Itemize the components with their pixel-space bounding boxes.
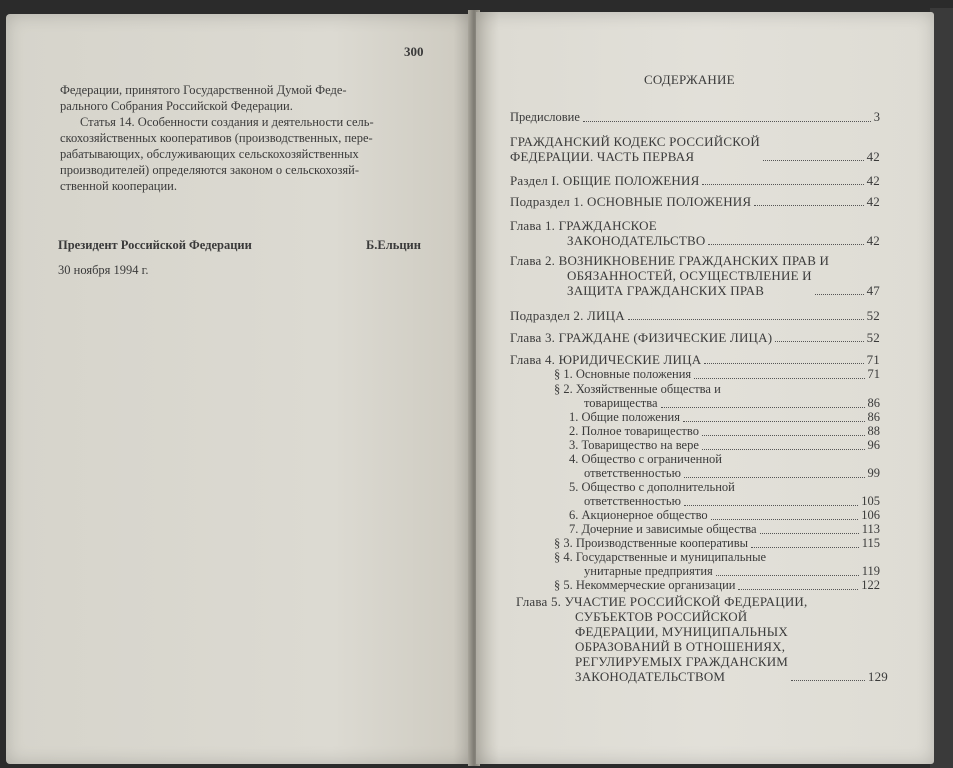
toc-entry: Подраздел 1. ОСНОВНЫЕ ПОЛОЖЕНИЯ 42	[510, 194, 880, 209]
toc-entry: 7. Дочерние и зависимые общества 113	[569, 522, 880, 536]
body-line: рабатывающих, обслуживающих сельскохозяйственных	[60, 147, 359, 161]
toc-entry: § 3. Производственные кооперативы 115	[554, 536, 880, 550]
toc-entry: § 1. Основные положения 71	[554, 367, 880, 381]
right-page	[476, 12, 934, 764]
toc-entry: ОБЯЗАННОСТЕЙ, ОСУЩЕСТВЛЕНИЕ И ЗАЩИТА ГРАЖДАНСКИХ ПРАВ 47	[567, 268, 880, 298]
body-line: ственной кооперации.	[60, 179, 177, 193]
contents-title: СОДЕРЖАНИЕ	[644, 72, 735, 87]
toc-entry: ГРАЖДАНСКИЙ КОДЕКС РОССИЙСКОЙ ФЕДЕРАЦИИ. ЧАСТЬ ПЕРВАЯ 42	[510, 134, 880, 164]
toc-entry: Раздел I. ОБЩИЕ ПОЛОЖЕНИЯ 42	[510, 173, 880, 188]
page-number: 300	[404, 44, 424, 59]
body-line: скохозяйственных кооперативов (производственных, пере-	[60, 131, 373, 145]
toc-entry: § 5. Некоммерческие организации 122	[554, 578, 880, 592]
toc-entry: § 4. Государственные и муниципальные	[554, 550, 767, 564]
article-14-line: Статья 14. Особенности создания и деятельности сель-	[80, 115, 374, 129]
toc-entry: ответственностью 105	[584, 494, 880, 508]
left-page	[6, 14, 472, 764]
toc-entry: ответственностью 99	[584, 466, 880, 480]
toc-entry: товарищества 86	[584, 396, 880, 410]
toc-entry: Предисловие 3	[510, 110, 880, 124]
toc-entry: 4. Общество с ограниченной	[569, 452, 722, 466]
toc-entry: Глава 2. ВОЗНИКНОВЕНИЕ ГРАЖДАНСКИХ ПРАВ И	[510, 253, 830, 268]
toc-entry: Подраздел 2. ЛИЦА 52	[510, 308, 880, 323]
toc-entry: 3. Товарищество на вере 96	[569, 438, 880, 452]
signature-title: Президент Российской Федерации	[58, 238, 252, 252]
toc-entry: Глава 4. ЮРИДИЧЕСКИЕ ЛИЦА 71	[510, 352, 880, 367]
toc-entry: Глава 1. ГРАЖДАНСКОЕ	[510, 218, 657, 233]
body-line: рального Собрания Российской Федерации.	[60, 99, 293, 113]
toc-entry: 5. Общество с дополнительной	[569, 480, 735, 494]
toc-entry: ЗАКОНОДАТЕЛЬСТВО 42	[567, 233, 880, 248]
toc-entry: Глава 5. УЧАСТИЕ РОССИЙСКОЙ ФЕДЕРАЦИИ,	[516, 594, 808, 609]
body-line: Федерации, принятого Государственной Думой Феде-	[60, 83, 347, 97]
toc-entry: 6. Акционерное общество 106	[569, 508, 880, 522]
toc-entry: 1. Общие положения 86	[569, 410, 880, 424]
body-line: производителей) определяются законом о сельскохозяй-	[60, 163, 359, 177]
date: 30 ноября 1994 г.	[58, 263, 149, 277]
toc-entry: СУБЪЕКТОВ РОССИЙСКОЙ ФЕДЕРАЦИИ, МУНИЦИПАЛЬНЫХ ОБРАЗОВАНИЙ В ОТНОШЕНИЯХ, РЕГУЛИРУЕМЫХ ГРАЖДАНСКИМ ЗАКОНОДАТЕЛЬСТВОМ 129	[575, 609, 888, 684]
toc-entry: 2. Полное товарищество 88	[569, 424, 880, 438]
toc-entry: унитарные предприятия 119	[584, 564, 880, 578]
toc-entry: Глава 3. ГРАЖДАНЕ (ФИЗИЧЕСКИЕ ЛИЦА) 52	[510, 330, 880, 345]
toc-entry: § 2. Хозяйственные общества и	[554, 382, 721, 396]
signature-name: Б.Ельцин	[366, 238, 421, 252]
